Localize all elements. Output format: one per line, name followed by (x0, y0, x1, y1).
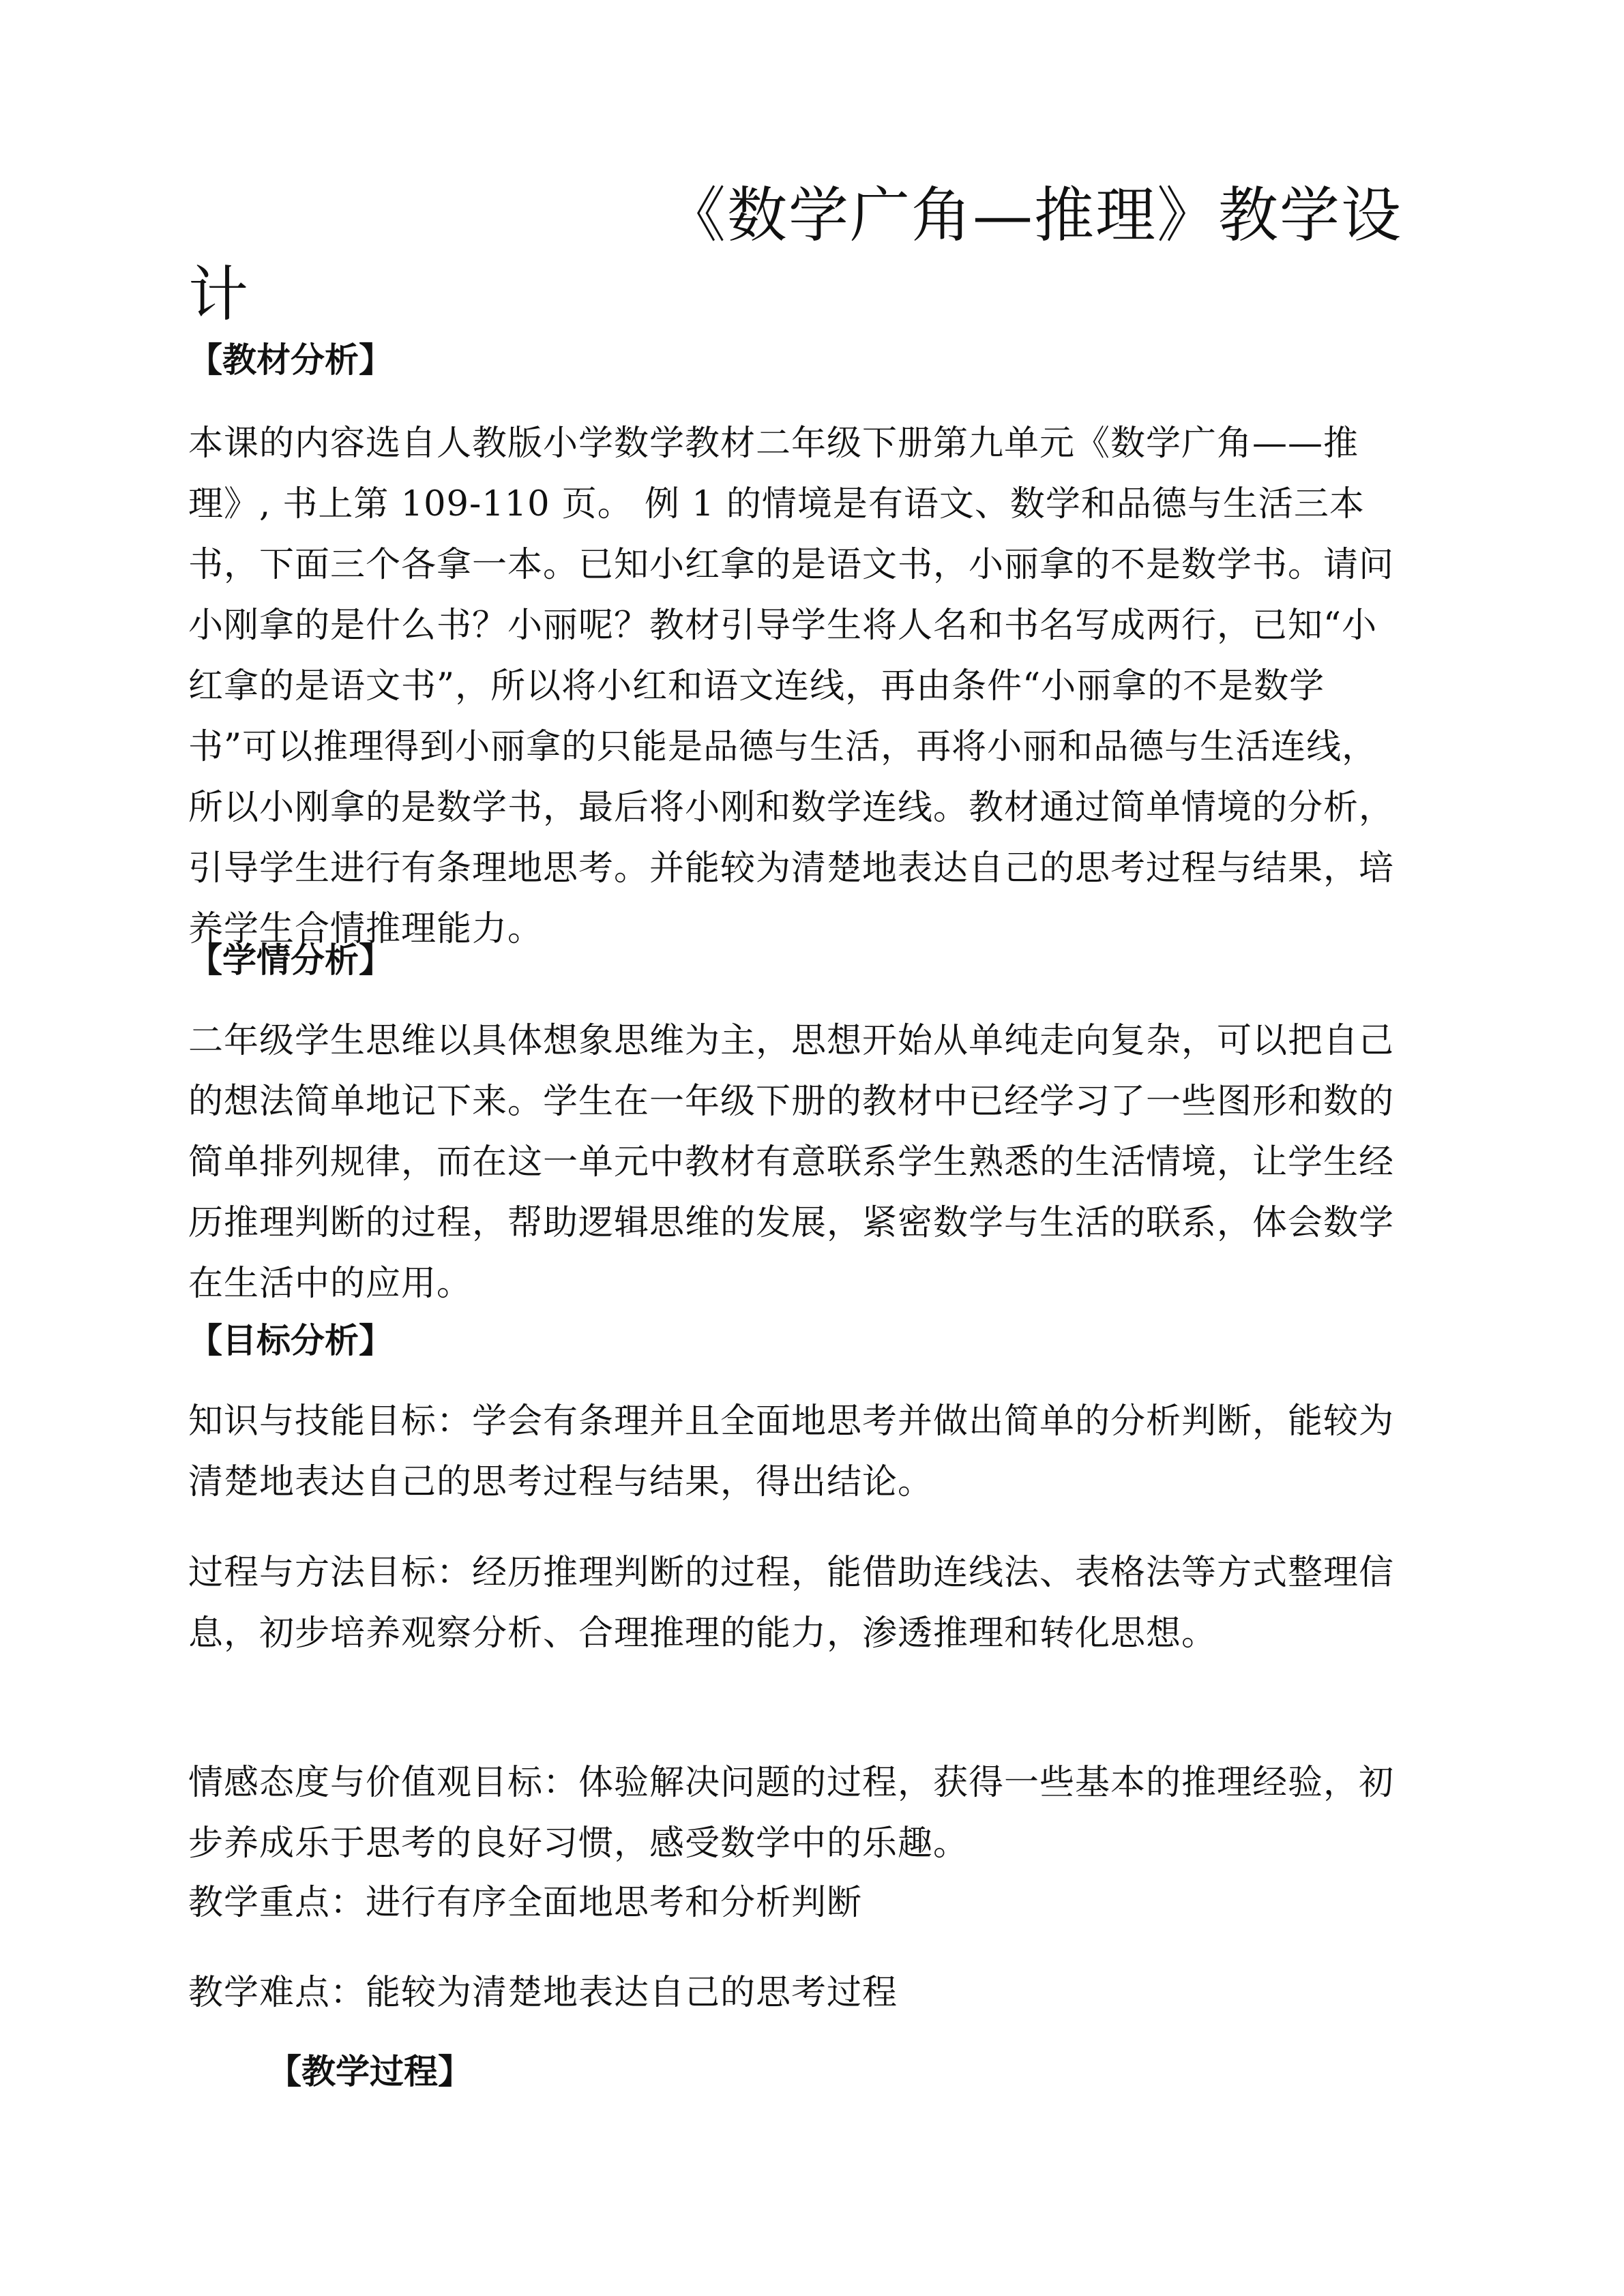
heading-goal-analysis: 【目标分析】 (188, 1321, 393, 1360)
paragraph-textbook-analysis: 本课的内容选自人教版小学数学教材二年级下册第九单元《数学广角——推理》, 书上第 109-110 页。 例 1 的情境是有语文、数学和品德与生活三本书，下面三个各拿一本。已知小红拿的是语文书，小丽拿的不是数学书。请问小刚拿的是什么书？小丽呢？教材引导学生将人名和书名写成两行，已知“小红拿的是语文书”，所以将小红和语文连线，再由条件“小丽拿的不是数学书”可以推理得到小丽拿的只能是品德与生活，再将小丽和品德与生活连线，所以小刚拿的是数学书，最后将小刚和数学连线。教材通过简单情境的分析，引导学生进行有条理地思考。并能较为清楚地表达自己的思考过程与结果，培养学生合情推理能力。 (188, 423, 1395, 949)
paragraph-knowledge-goal: 知识与技能目标：学会有条理并且全面地思考并做出简单的分析判断，能较为清楚地表达自己的思考过程与结果，得出结论。 (188, 1401, 1395, 1502)
paragraph-process-goal: 过程与方法目标：经历推理判断的过程，能借助连线法、表格法等方式整理信息，初步培养观察分析、合理推理的能力，渗透推理和转化思想。 (188, 1553, 1395, 1654)
paragraph-student-analysis: 二年级学生思维以具体想象思维为主，思想开始从单纯走向复杂，可以把自己的想法简单地记下来。学生在一年级下册的教材中已经学习了一些图形和数的简单排列规律，而在这一单元中教材有意联系学生熟悉的生活情境，让学生经历推理判断的过程，帮助逻辑思维的发展，紧密数学与生活的联系，体会数学在生活中的应用。 (188, 1021, 1395, 1304)
paragraph-emotion-goal: 情感态度与价值观目标：体验解决问题的过程，获得一些基本的推理经验，初步养成乐于思考的良好习惯，感受数学中的乐趣。 (188, 1763, 1395, 1864)
heading-teaching-process: 【教学过程】 (267, 2052, 472, 2091)
paragraph-difficulty: 教学难点：能较为清楚地表达自己的思考过程 (188, 1973, 898, 2013)
document-title: 《数学广角—推理》教学设计 (188, 180, 1403, 329)
paragraph-key-point: 教学重点：进行有序全面地思考和分析判断 (188, 1883, 863, 1923)
heading-student-analysis: 【学情分析】 (188, 940, 393, 980)
heading-textbook-analysis: 【教材分析】 (188, 340, 393, 380)
